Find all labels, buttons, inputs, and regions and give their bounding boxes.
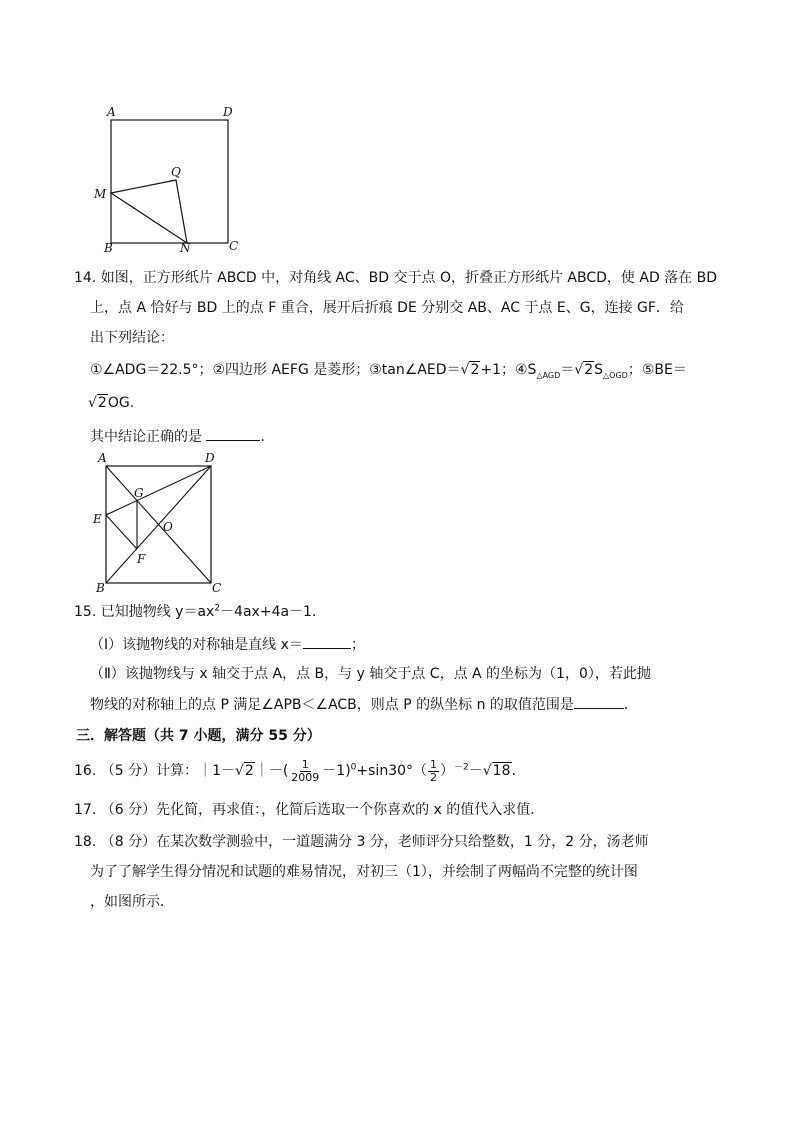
label-o: O — [163, 520, 173, 534]
q16: 16. （5 分）计算：｜1－√2｜－( $\frac{1}{2009}$ －1)$^0$+sin30°（ $\frac{1}{2}$ ）$^{-2}$－√18. — [74, 757, 516, 784]
fraction-1-over-2009: $\frac{1}{2009}$ — [291, 757, 320, 784]
segment-ef — [106, 515, 137, 549]
label-d: D — [205, 451, 215, 465]
q18-line2: 为了了解学生得分情况和试题的难易情况，对初三（1），并绘制了两幅尚不完整的统计图 — [90, 864, 638, 880]
fraction-1-over-2: $\frac{1}{2}$ — [430, 757, 438, 784]
q15-part1-blank[interactable] — [303, 634, 351, 649]
label-c: C — [229, 239, 239, 253]
label-c: C — [212, 581, 222, 595]
q17: 17. （6 分）先化简，再求值：，化简后选取一个你喜欢的 x 的值代入求值． — [74, 802, 545, 818]
label-d: D — [223, 105, 233, 119]
q14-conclusions-2: √2OG. — [88, 395, 135, 411]
section-3-title: 三．解答题（共 7 小题，满分 55 分） — [76, 728, 321, 744]
q14-conclusions-1: ①∠ADG＝22.5°；②四边形 AEFG 是菱形；③tan∠AED＝√2+1；$④S_{\triangle AGD}=√2S_{\triangle OGD}$；⑤BE＝ — [90, 362, 687, 380]
label-a: A — [107, 105, 116, 119]
q14-ask: 其中结论正确的是 ． — [90, 426, 274, 447]
crease-de — [106, 466, 211, 515]
q14-line2: 上，点 A 恰好与 BD 上的点 F 重合，展开后折痕 DE 分别交 AB、AC 于点 E、G，连接 GF．给 — [90, 300, 684, 316]
label-b: B — [96, 581, 105, 595]
q18-line3: ，如图所示． — [90, 894, 174, 910]
q15-stem: 15. 已知抛物线 $y=ax^2-4ax+4a-1$． — [74, 603, 326, 620]
q15-part2-line2: 物线的对称轴上的点 P 满足∠APB＜∠ACB，则点 P 的纵坐标 n 的取值范围是 ． — [90, 694, 638, 715]
q14-number: 14. — [74, 270, 97, 286]
q14-line1 — [74, 268, 717, 288]
q15-part1: （Ⅰ）该抛物线的对称轴是直线 x＝ ； — [90, 634, 365, 655]
q18-line1: 18. （8 分）在某次数学测验中，一道题满分 3 分，老师评分只给整数，1 分，2 分，汤老师 — [74, 834, 649, 850]
q14-text-1: 如图，正方形纸片 ABCD 中，对角线 AC、BD 交于点 O，折叠正方形纸片 ABCD，使 AD 落在 BD — [100, 270, 718, 286]
label-e: E — [93, 512, 102, 526]
label-b: B — [104, 241, 113, 255]
q15-part2-line1: （Ⅱ）该抛物线与 x 轴交于点 A，点 B，与 y 轴交于点 C，点 A 的坐标为（1，0），若此抛 — [90, 666, 651, 682]
q14-answer-blank[interactable] — [206, 426, 260, 441]
figure-square-mqn — [92, 100, 252, 260]
label-n: N — [180, 241, 191, 255]
triangle-mqn — [111, 180, 187, 243]
label-a: A — [98, 451, 107, 465]
label-g: G — [134, 486, 144, 500]
sqrt-symbol: √2 — [460, 362, 480, 378]
q15-part2-blank[interactable] — [574, 694, 624, 709]
figure-square-fold — [88, 450, 228, 596]
label-m: M — [94, 187, 107, 201]
label-f: F — [137, 552, 146, 566]
label-q: Q — [171, 165, 181, 179]
q14-line3: 出下列结论： — [90, 330, 174, 346]
